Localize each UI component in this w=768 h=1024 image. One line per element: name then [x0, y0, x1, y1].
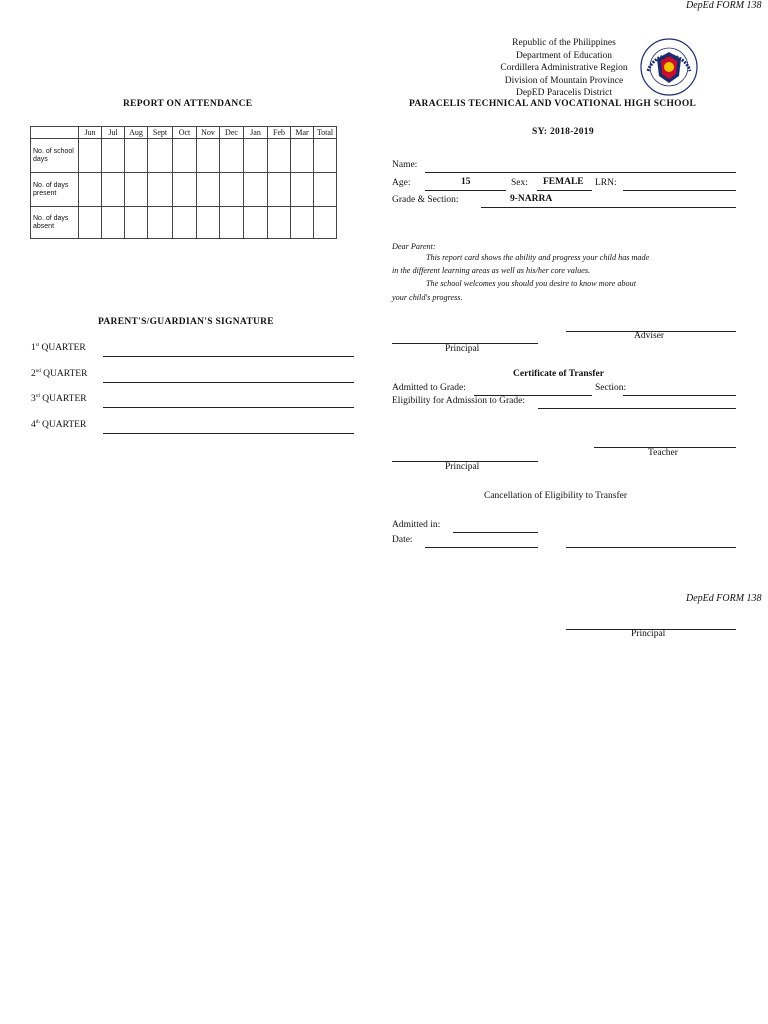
quarter-2-label: 2nd QUARTER	[31, 369, 88, 380]
row-label: No. of school days	[31, 139, 79, 173]
quarter-1-signature-line[interactable]	[103, 356, 354, 357]
name-field[interactable]	[425, 172, 736, 173]
table-row	[31, 173, 337, 207]
header-line-4: Division of Mountain Province	[504, 75, 624, 86]
eligibility-label: Eligibility for Admission to Grade:	[392, 396, 525, 406]
school-name: PARACELIS TECHNICAL AND VOCATIONAL HIGH SCHOOL	[409, 99, 697, 109]
letter-salutation: Dear Parent:	[392, 242, 436, 251]
quarter-1-label: 1st QUARTER	[31, 343, 86, 354]
quarter-4-signature-line[interactable]	[103, 433, 354, 434]
form-code-top: DepEd FORM 138	[686, 0, 762, 11]
grade-section-value: 9-NARRA	[510, 194, 553, 204]
grade-section-field[interactable]	[481, 207, 736, 208]
month-header: Jun	[79, 127, 102, 139]
cancellation-title: Cancellation of Eligibility to Transfer	[484, 491, 628, 501]
teacher-label: Teacher	[648, 448, 678, 458]
school-year: SY: 2018-2019	[532, 127, 594, 137]
certificate-of-transfer-title: Certificate of Transfer	[513, 369, 604, 379]
table-row	[31, 207, 337, 239]
section-label: Section:	[595, 383, 627, 393]
principal-label-1: Principal	[445, 344, 480, 354]
header-line-2: Department of Education	[515, 50, 613, 61]
age-label: Age:	[392, 178, 411, 188]
month-header: Nov	[197, 127, 220, 139]
month-header: Jul	[102, 127, 125, 139]
table-row	[31, 139, 337, 173]
table-corner	[31, 127, 79, 139]
quarter-3-label: 3rd QUARTER	[31, 394, 87, 405]
attendance-table	[30, 126, 337, 239]
section-field[interactable]	[623, 395, 736, 396]
month-header: Mar	[291, 127, 314, 139]
letter-line-2: in the different learning areas as well as his/her core values.	[392, 266, 591, 275]
row-label: No. of days absent	[31, 207, 79, 239]
admitted-in-field[interactable]	[453, 532, 538, 533]
lrn-field[interactable]	[623, 190, 736, 191]
admitted-grade-label: Admitted to Grade:	[392, 383, 466, 393]
admitted-in-label: Admitted in:	[392, 520, 441, 530]
cancellation-signature-line[interactable]	[566, 547, 736, 548]
row-label: No. of days present	[31, 173, 79, 207]
age-value: 15	[461, 177, 471, 187]
quarter-3-signature-line[interactable]	[103, 407, 354, 408]
date-field[interactable]	[425, 547, 538, 548]
letterhead	[484, 37, 644, 100]
sex-field[interactable]	[537, 190, 592, 191]
month-header: Aug	[125, 127, 148, 139]
quarter-4-label: 4th QUARTER	[31, 420, 87, 431]
deped-seal-logo	[640, 38, 698, 96]
attendance-title: REPORT ON ATTENDANCE	[123, 99, 253, 109]
age-field[interactable]	[425, 190, 506, 191]
grade-section-label: Grade & Section:	[392, 195, 459, 205]
adviser-label: Adviser	[634, 331, 665, 341]
month-header: Dec	[220, 127, 244, 139]
letter-line-3: The school welcomes you should you desire to know more about	[426, 279, 636, 288]
sex-label: Sex:	[511, 178, 528, 188]
sex-value: FEMALE	[543, 177, 584, 187]
month-header: Total	[314, 127, 337, 139]
header-line-1: Republic of the Philippines	[512, 38, 616, 48]
month-header: Oct	[173, 127, 197, 139]
letter-line-4: your child's progress.	[392, 293, 463, 302]
quarter-2-signature-line[interactable]	[103, 382, 354, 383]
header-line-5: DepED Paracelis District	[515, 88, 613, 99]
month-header: Jan	[244, 127, 268, 139]
eligibility-field[interactable]	[538, 408, 736, 409]
month-header: Sept	[148, 127, 173, 139]
principal-label-3: Principal	[631, 629, 666, 639]
header-line-3: Cordillera Administrative Region	[500, 63, 628, 74]
principal-label-2: Principal	[445, 462, 480, 472]
name-label: Name:	[392, 160, 418, 170]
form-code-bottom: DepEd FORM 138	[686, 593, 762, 604]
date-label: Date:	[392, 535, 413, 545]
lrn-label: LRN:	[595, 178, 617, 188]
signature-title: PARENT'S/GUARDIAN'S SIGNATURE	[98, 317, 274, 327]
letter-line-1: This report card shows the ability and progress your child has made	[426, 253, 650, 262]
month-header: Feb	[268, 127, 291, 139]
